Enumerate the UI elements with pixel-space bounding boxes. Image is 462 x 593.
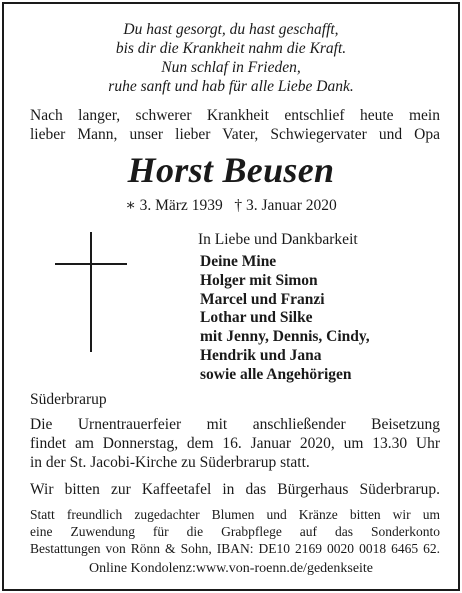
deceased-name: Horst Beusen (127, 150, 335, 190)
poem (4, 20, 458, 96)
funeral-line: Die Urnentrauerfeier mit anschließender Beisetzung (30, 416, 440, 433)
donation-notice (30, 506, 440, 557)
mourner-name: Holger mit Simon (200, 271, 318, 289)
mourner-name: Hendrik und Jana (200, 346, 322, 364)
intro-line: Nach langer, schwerer Krankheit entschlief heute mein (30, 107, 440, 124)
coffee-line: Wir bitten zur Kaffeetafel in das Bürgerhaus Süderbrarup. (30, 481, 440, 498)
mourner-name: Marcel und Franzi (200, 290, 325, 308)
poem-line: Nun schlaf in Frieden, (161, 59, 301, 76)
mourners-list (200, 253, 370, 385)
cross-horizontal-bar (55, 263, 127, 265)
funeral-line: in der St. Jacobi-Kirche zu Süderbrarup statt. (30, 454, 310, 471)
cross-vertical-bar (90, 232, 92, 352)
coffee-notice (30, 480, 440, 499)
obituary-frame (2, 2, 460, 591)
donation-line: Statt freundlich zugedachter Blumen und Kränze bitten wir um (30, 507, 440, 522)
poem-line: bis dir die Krankheit nahm die Kraft. (115, 40, 347, 57)
mourner-name: Deine Mine (200, 253, 277, 270)
mourners-heading: In Liebe und Dankbarkeit (198, 231, 358, 248)
intro-text (30, 106, 440, 144)
donation-line: eine Zuwendung für die Grabpflege auf das Sonderkonto (30, 524, 440, 539)
place-name: Süderbrarup (30, 391, 107, 408)
mourner-name: sowie alle Angehörigen (200, 365, 352, 383)
funeral-notice (30, 415, 440, 472)
intro-line: lieber Mann, unser lieber Vater, Schwiegervater und Opa (30, 126, 440, 143)
poem-line: ruhe sanft und hab für alle Liebe Dank. (108, 78, 354, 95)
online-condolence: Online Kondolenz:www.von-roenn.de/gedenkseite (88, 561, 374, 576)
funeral-line: findet am Donnerstag, dem 16. Januar 2020, um 13.30 Uhr (30, 435, 440, 452)
mourner-name: Lothar und Silke (200, 309, 313, 327)
poem-line: Du hast gesorgt, du hast geschafft, (123, 21, 339, 38)
mourner-name: mit Jenny, Dennis, Cindy, (200, 328, 370, 346)
donation-line: Bestattungen von Rönn & Sohn, IBAN: DE10 2169 0020 0018 6465 62. (30, 541, 440, 556)
life-dates: ∗ 3. März 1939 † 3. Januar 2020 (125, 197, 337, 214)
